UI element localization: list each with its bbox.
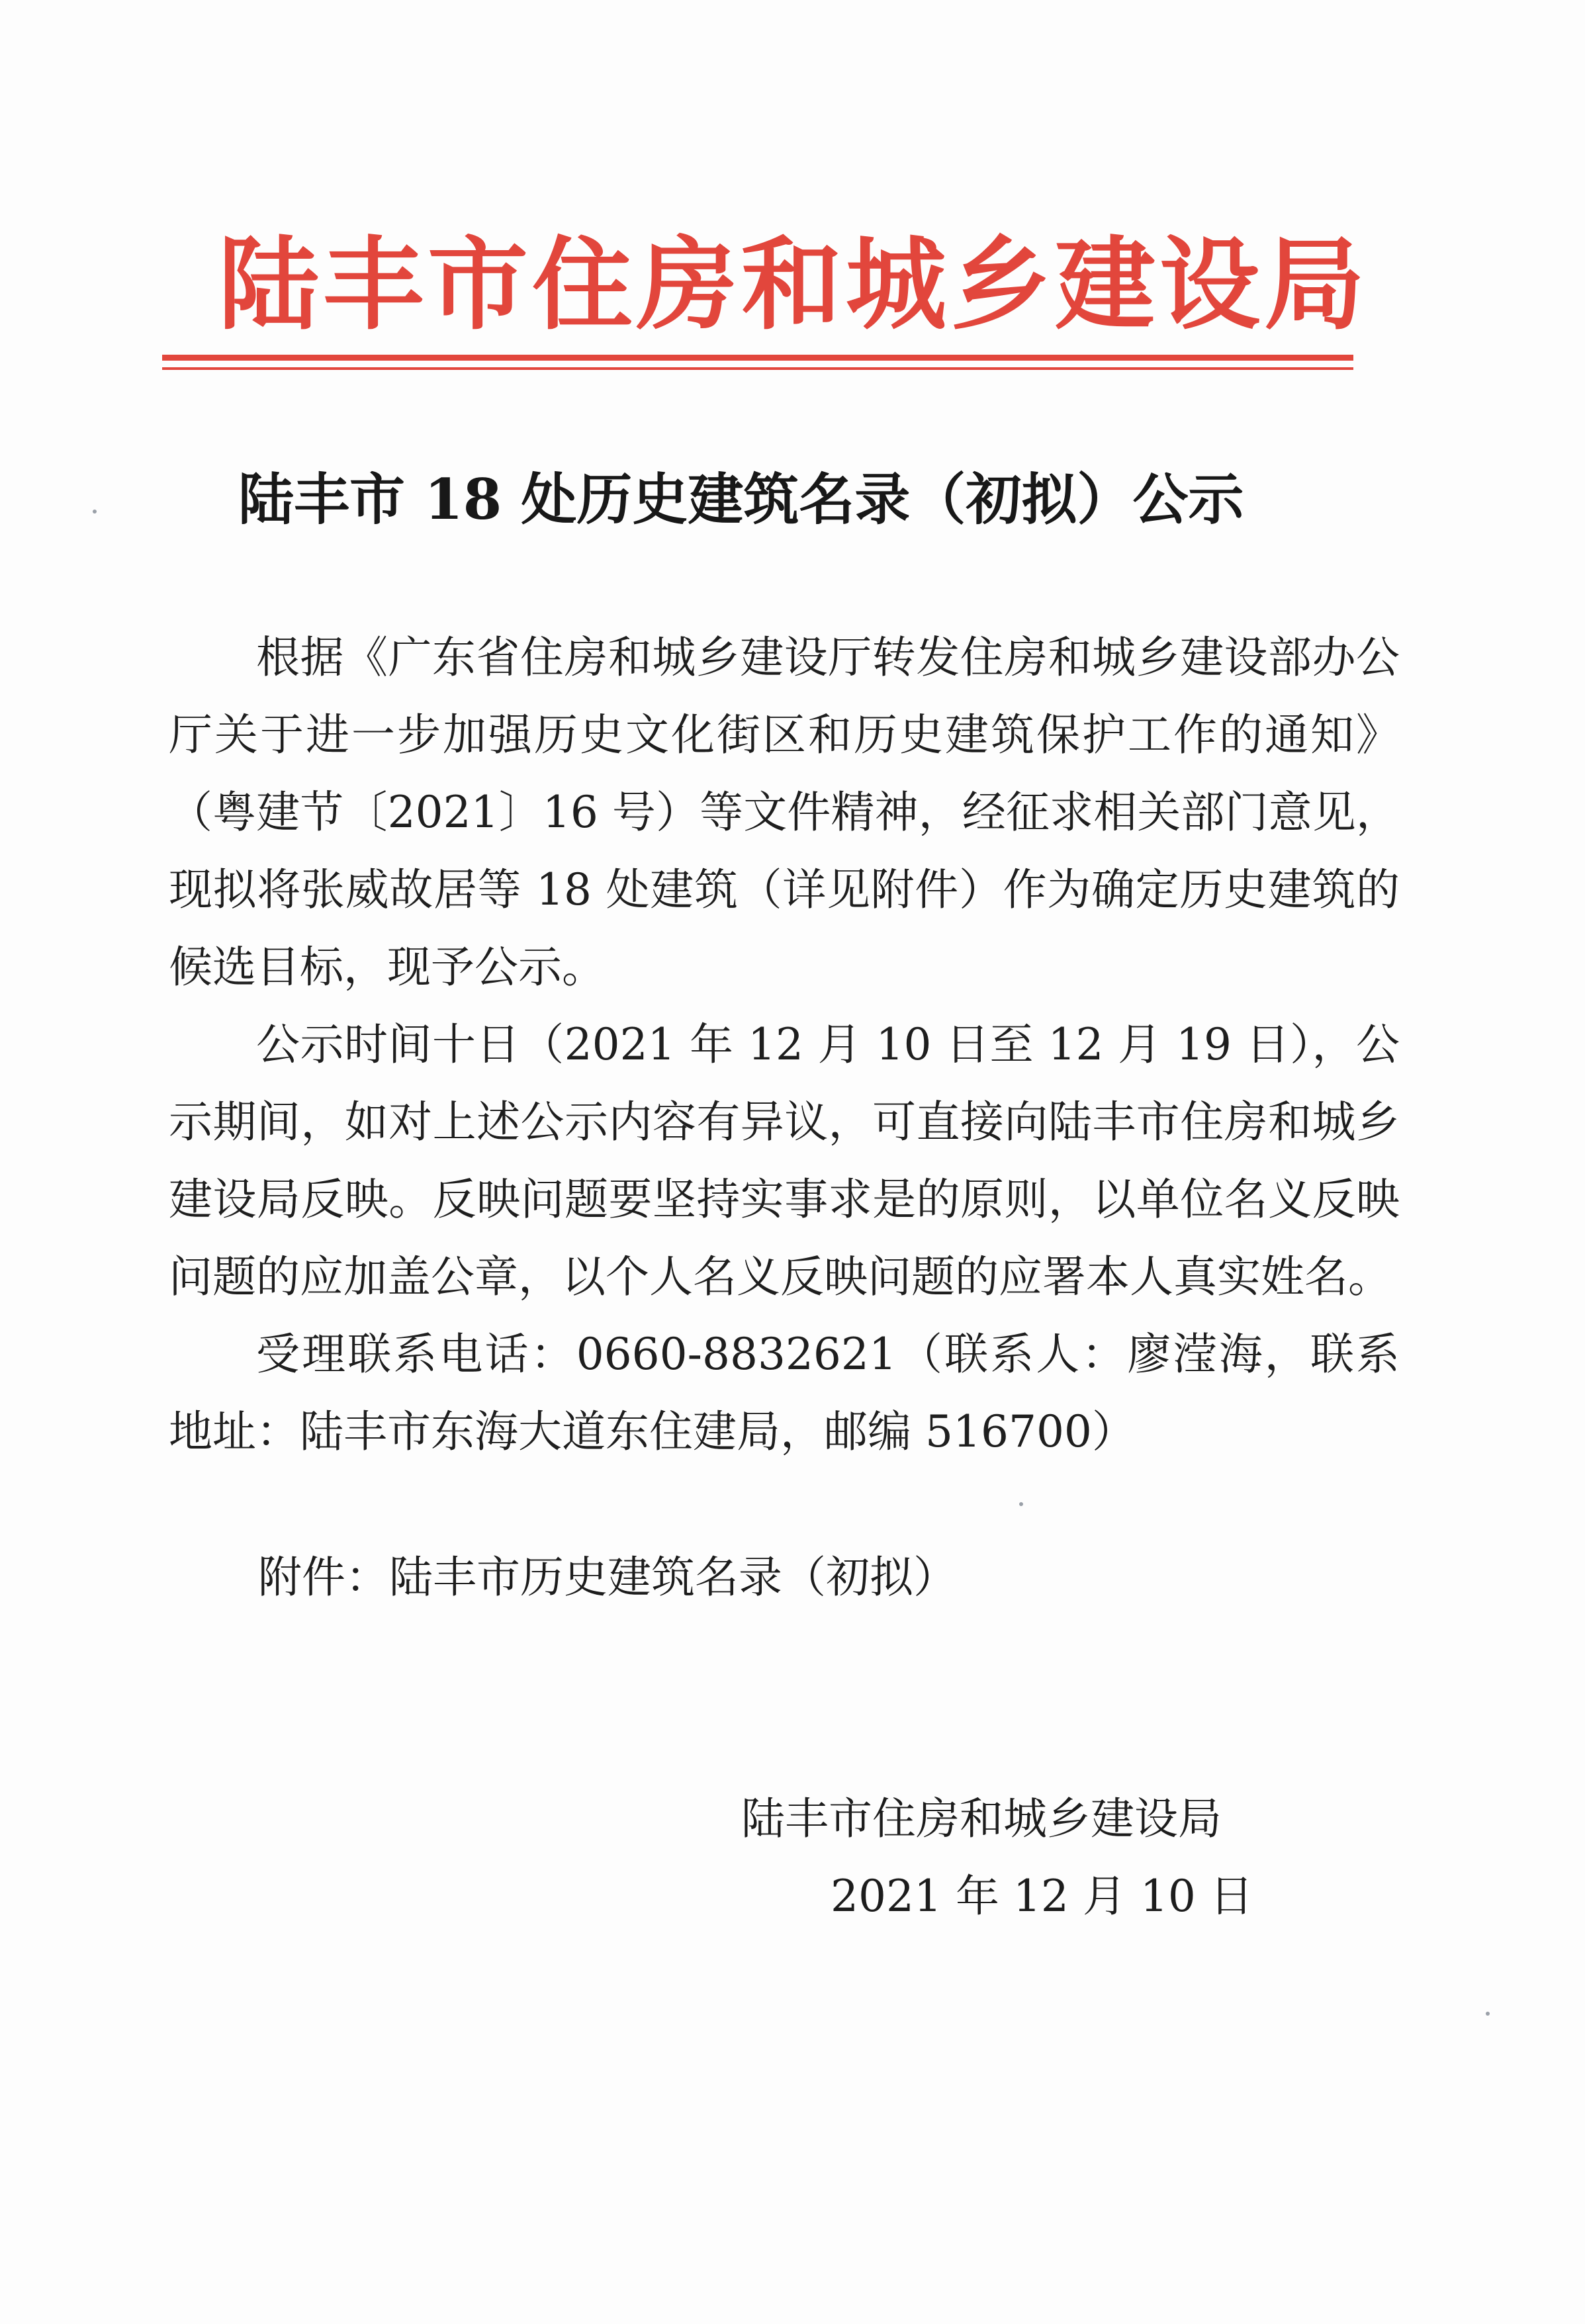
scan-speck xyxy=(1486,2012,1490,2016)
document-title: 陆丰市 18 处历史建筑名录（初拟）公示 xyxy=(238,467,1244,532)
paragraph-basis: 根据《广东省住房和城乡建设厅转发住房和城乡建设部办公厅关于进一步加强历史文化街区和历史建筑保护工作的通知》（粤建节〔2021〕16 号）等文件精神，经征求相关部门意见，现拟将张威故居等 18 处建筑（详见附件）作为确定历史建筑的候选目标，现予公示。 xyxy=(169,632,1400,993)
letterhead-rule-thick xyxy=(162,355,1353,361)
signature-org: 陆丰市住房和城乡建设局 xyxy=(741,1793,1222,1844)
letterhead-rule-thin xyxy=(162,367,1353,370)
signature-date: 2021 年 12 月 10 日 xyxy=(831,1871,1253,1922)
letterhead-title: 陆丰市住房和城乡建设局 xyxy=(218,225,1369,343)
attachment-line: 附件：陆丰市历史建筑名录（初拟） xyxy=(258,1552,957,1603)
paragraph-contact: 受理联系电话：0660-8832621（联系人：廖滢海，联系地址：陆丰市东海大道东住建局，邮编 516700） xyxy=(169,1329,1400,1457)
scan-speck xyxy=(1019,1502,1023,1506)
paragraph-period: 公示时间十日（2021 年 12 月 10 日至 12 月 19 日），公示期间，如对上述公示内容有异议，可直接向陆丰市住房和城乡建设局反映。反映问题要坚持实事求是的原则，以单位名义反映问题的应加盖公章，以个人名义反映问题的应署本人真实姓名。 xyxy=(169,1019,1400,1302)
scan-speck xyxy=(93,510,97,514)
